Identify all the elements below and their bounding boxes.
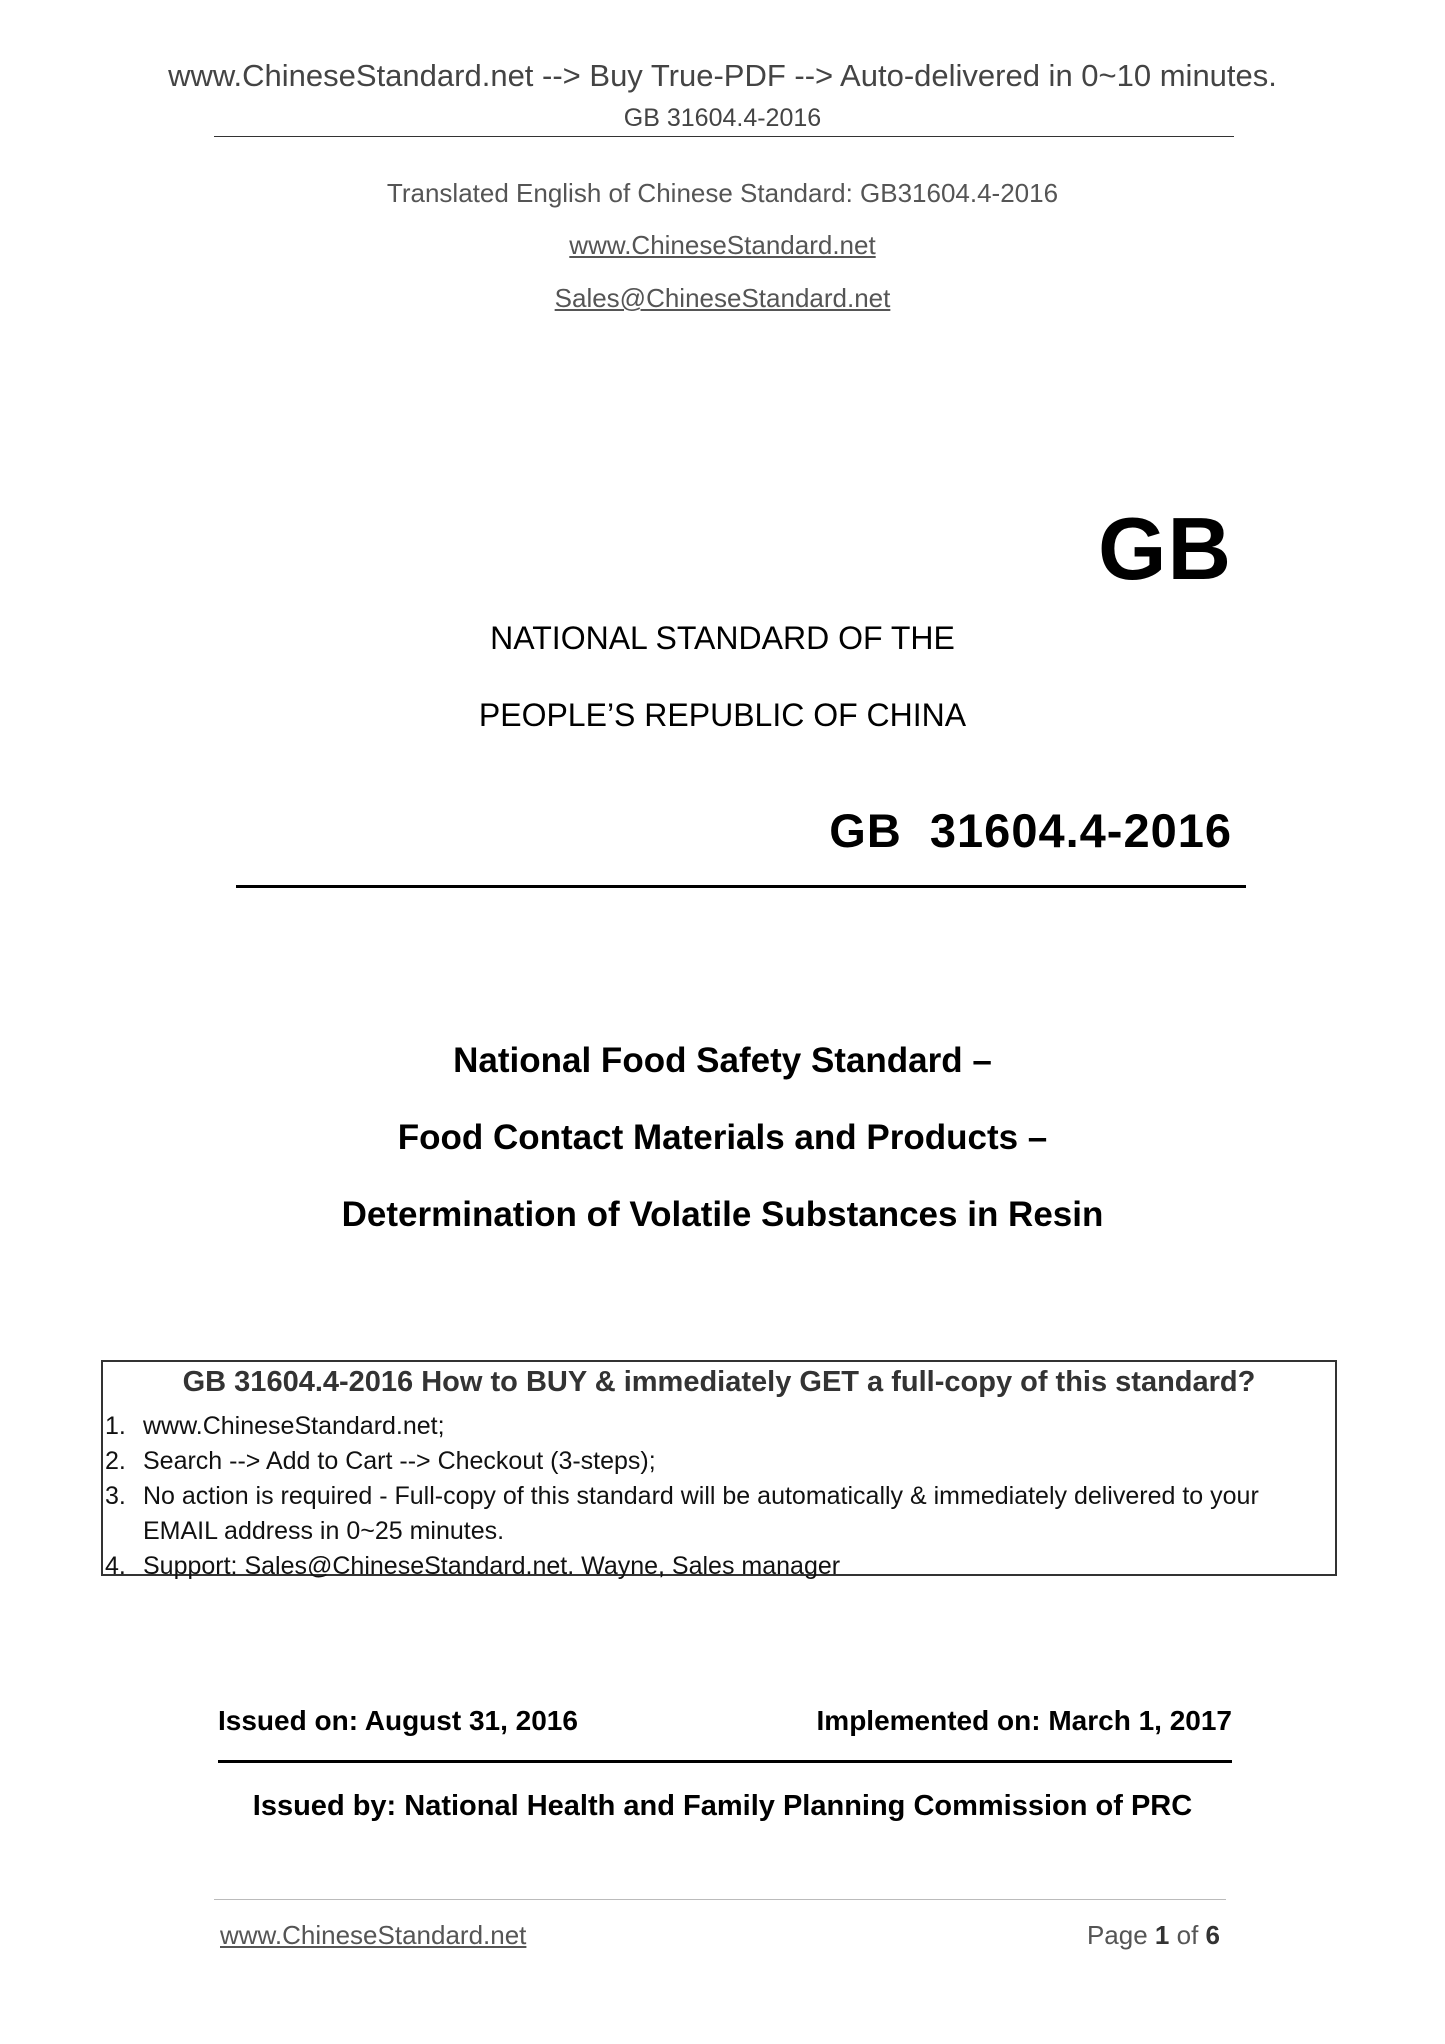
- step-text: www.ChineseStandard.net;: [143, 1412, 445, 1440]
- purchase-box-title: GB 31604.4-2016 How to BUY & immediately GET a full-copy of this standard?: [182, 1366, 1256, 1398]
- step-number: 2.: [105, 1447, 126, 1475]
- standard-number-divider: [236, 885, 1246, 888]
- purchase-info-box: [101, 1360, 1337, 1580]
- purchase-step: [105, 1479, 1323, 1549]
- implemented-on-date: Implemented on: March 1, 2017: [816, 1705, 1232, 1736]
- document-title-line1: National Food Safety Standard –: [453, 1041, 992, 1080]
- step-number: 4.: [105, 1552, 126, 1580]
- national-standard-line2: PEOPLE’S REPUBLIC OF CHINA: [478, 697, 967, 733]
- step-text: No action is required - Full-copy of this standard will be automatically & immediately delivered to your EMAIL address in 0~25 minutes.: [143, 1482, 1259, 1545]
- header-banner: www.ChineseStandard.net --> Buy True-PDF --> Auto-delivered in 0~10 minutes.: [168, 58, 1277, 93]
- purchase-step: [105, 1444, 1323, 1479]
- issued-by: Issued by: National Health and Family Planning Commission of PRC: [252, 1790, 1193, 1822]
- step-number: 1.: [105, 1412, 126, 1440]
- page-middle: of: [1169, 1920, 1206, 1950]
- purchase-steps-list: [105, 1409, 1323, 1584]
- translated-line: Translated English of Chinese Standard: GB31604.4-2016: [386, 178, 1059, 208]
- standard-number: GB 31604.4-2016: [829, 804, 1232, 857]
- issued-on-date: Issued on: August 31, 2016: [218, 1705, 578, 1736]
- header-standard-code: GB 31604.4-2016: [623, 104, 822, 132]
- email-link-row: [0, 283, 1445, 314]
- page-indicator: [1087, 1920, 1220, 1951]
- page-total: 6: [1205, 1920, 1220, 1950]
- website-link[interactable]: www.ChineseStandard.net: [569, 230, 876, 260]
- footer-website-link[interactable]: www.ChineseStandard.net: [220, 1920, 527, 1950]
- page-current: 1: [1154, 1920, 1170, 1950]
- page-prefix: Page: [1086, 1920, 1155, 1950]
- footer-divider: [214, 1899, 1226, 1900]
- document-title-line3: Determination of Volatile Substances in Resin: [341, 1195, 1104, 1234]
- step-text: Support: Sales@ChineseStandard.net. Wayne, Sales manager: [143, 1552, 841, 1580]
- step-number: 3.: [105, 1482, 126, 1510]
- national-standard-line1: NATIONAL STANDARD OF THE: [490, 620, 955, 656]
- document-title-line2: Food Contact Materials and Products –: [397, 1118, 1048, 1157]
- sales-email-link[interactable]: Sales@ChineseStandard.net: [554, 283, 891, 313]
- header-divider: [214, 136, 1234, 137]
- purchase-step: [105, 1549, 1323, 1584]
- purchase-step: [105, 1409, 1323, 1444]
- dates-divider: [218, 1760, 1232, 1763]
- step-text: Search --> Add to Cart --> Checkout (3-steps);: [143, 1447, 656, 1475]
- gb-mark: GB: [1098, 499, 1232, 598]
- website-link-row: [0, 230, 1445, 261]
